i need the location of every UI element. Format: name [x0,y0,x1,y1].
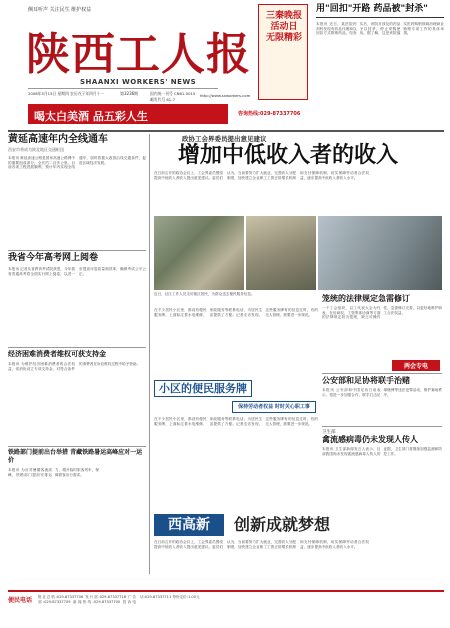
center-story-body-top: 在不少居民小区里，都设有便民服务牌，上面标注着水电维修、家政服务等联系电话，为居民生活提供了方便。记者走访发现，这些服务牌有的信息过时，有的无人管理，需要进一步规范。 [154,308,318,317]
right-badge: 两会专电 [392,360,440,371]
masthead-cn: 国内统一刊号 CN61-0015 [150,91,196,96]
right-column [322,294,442,514]
masthead-url[interactable]: http://www.sxworkers.com [200,93,251,98]
masthead-title: 陕西工人报 [26,29,251,80]
center-kicker: 政协工会界委员提出意见建议 [182,135,267,143]
footer-items: 报社总机:029-87337706 发行部:029-87337718 广告部:029-87337709 新闻热线:029-87337700 投诉电话:029-87337711 每份定价:1.00元 [38,595,200,604]
center-lower [154,308,318,508]
story4-body: 本报讯 为应对暑期客流高峰，铁路部门提前安排运力，增开临时旅客列车，保障旅客出行需求。 [8,468,99,477]
right-story2-headline: 公安部和足协将联手治赌 [322,376,410,385]
banner-right: 创新成就梦想 [234,515,331,534]
center-story-headline: 小区的便民服务牌 [154,380,252,397]
ad-banner: 三秦晚报 活动日 无限精彩 [265,11,302,43]
story4-headline: 铁路部门提前出台举措 青藏铁路暑运高峰应对一运价 [8,449,143,464]
masthead-date: 2008年5月15日 星期四 农历戊子年四月十一 [28,91,105,96]
lead-right-body: 本报讯 近日，某医院药剂科发现有药品代理商以回扣方式推销药品，经查实后，该院对涉及的药品予以封杀，停止采购使用。据了解，这是该院落实医药购销领域治理商业贿赂专项工作的具体举措。 [316,22,444,36]
news-photo-center [246,216,316,290]
news-photo-right [318,216,442,290]
story1-sub: 西安市将成为陕北地区交通枢纽 [8,147,64,152]
right-story1-headline: 笼统的法律规定急需修订 [322,294,410,303]
ad-banner-box [258,4,308,100]
masthead-subtitle: SHAANXI WORKERS' NEWS [80,78,197,86]
masthead-slogan: 侧耳听声 关注民生 维护权益 [28,7,92,13]
right-story3-kicker: 卫生部 [322,430,336,435]
bottom-banner [154,514,442,536]
masthead-post-code: 邮发代号 61-7 [150,97,176,102]
center-story-body-bottom: 在不少居民小区里，都设有便民服务牌，上面标注着水电维修、家政服务等联系电话，为居民生活提供了方便。记者走访发现，这些服务牌有的信息过时，有的无人管理，需要进一步规范。 [154,417,318,426]
ad-tagline: 喝太白美酒 品五彩人生 [34,110,148,123]
right-story3-headline: 禽流感病毒仍未发现人传人 [322,435,418,444]
center-badge: 保持劳动者权益 时时关心职工事 [232,401,316,413]
story1-body: 本报讯 黄延高速公路是国家高速公路网中的重要组成部分，全长约二百多公里。目前各项工程进展顺利，预计年内实现全线通车，届时将极大改善沿线交通条件，促进区域经济发展。 [8,156,146,170]
center-headline: 增加中低收入者的收入 [178,143,399,168]
masthead-issue: 第3236期 [120,91,139,96]
banner-left: 西高新 [154,514,224,536]
story2-headline: 我省今年高考网上阅卷 [8,253,99,263]
footer-label: 便民电话 [8,597,33,604]
footer [8,590,444,622]
center-lead [154,134,442,214]
story3-headline: 经济困难消费者维权可获支持金 [8,350,106,358]
center-body: 在日前召开的政协会议上，工会界委员围绕提高中低收入者收入提出意见建议。委员们认为，当前要努力扩大就业，完善收入分配制度，加快建立企业职工工资正常增长机制和支付保障机制，切实保障劳动者合法权益，逐步提高中低收入者收入水平。 [154,171,369,180]
right-story3-body: 本报讯 卫生部新闻发言人表示，目前我国尚未发现禽流感病毒人传人的证据，卫生部门将继续加强监测和防控工作。 [322,447,442,456]
ad-phone: 咨询热线:029-87337706 [238,111,301,117]
story1-headline: 黄延高速年内全线通车 [8,134,108,145]
bottom-text: 在日前召开的政协会议上，工会界委员围绕提高中低收入者收入提出意见建议。委员们认为，当前要努力扩大就业，完善收入分配制度，加快建立企业职工工资正常增长机制和支付保障机制，切实保障劳动者合法权益，逐步提高中低收入者收入水平。 [154,540,369,549]
right-story1-body: 一个工会组织，以工代表大会为代表，在协商权、工资集体协商等方面的法律规定较为笼统，缺乏可操作性，急需修订完善，以更好地维护职工合法权益。 [322,306,442,320]
ad-strip [28,104,228,124]
left-column [8,134,146,574]
story2-body: 本报讯 记者从省教育考试院获悉，今年我省普通高考将全面实行网上阅卷，以进一步提高评卷质量和效率，确保考试公平公正。 [8,267,146,276]
news-photo-left [154,216,244,290]
photo-caption: 近日，社区工作人员走访辖区居民，为群众送去便民服务信息。 [154,292,255,296]
story3-body: 本报讯 为维护经济困难消费者的合法权益，省消协设立专项支持金，对符合条件的消费者在诉讼维权过程中给予资助。 [8,362,141,371]
lead-right-story [316,4,444,128]
right-story2-body: 本报讯 公安部和中国足协日前表示，将进一步加强合作，联手打击足球赌博等违法犯罪活动，维护赛场秩序。 [322,388,442,397]
lead-right-headline: 用"回扣"开路 药品被"封杀" [316,4,444,18]
